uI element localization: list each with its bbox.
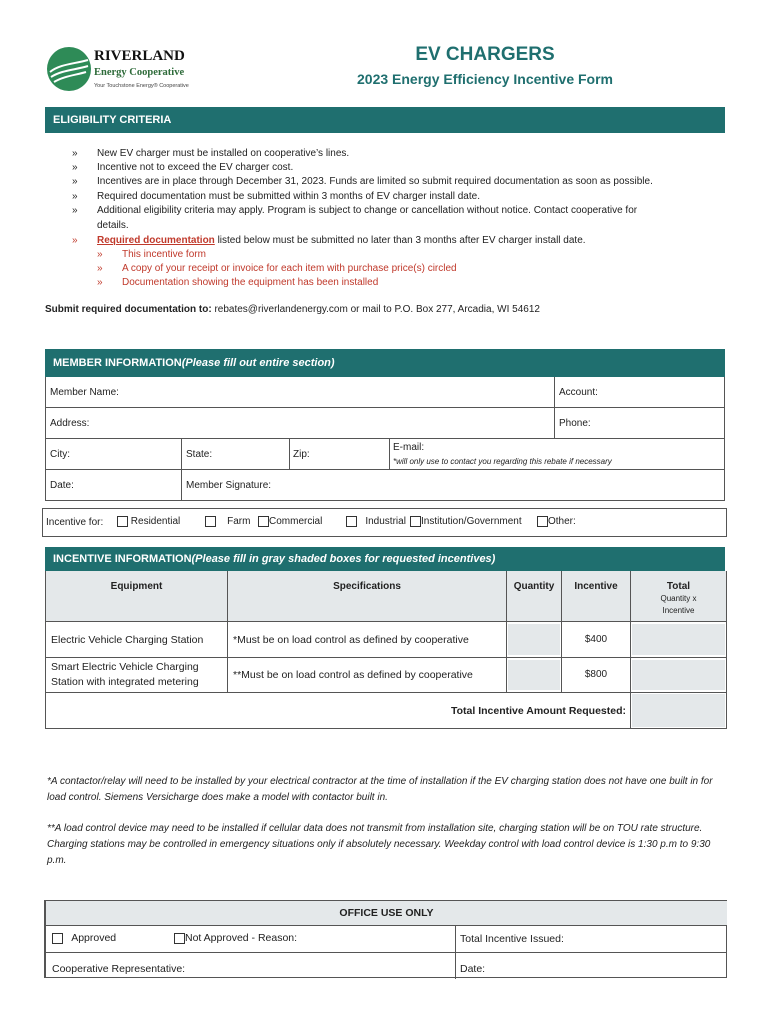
option-industrial[interactable]: Industrial bbox=[346, 516, 406, 527]
row2-equipment-cont: Station with integrated metering bbox=[51, 676, 199, 688]
row1-spec: *Must be on load control as defined by cooperative bbox=[233, 634, 469, 646]
col-quantity: Quantity bbox=[513, 581, 555, 592]
criteria-item-cont: details. bbox=[97, 220, 129, 231]
row1-quantity-input[interactable] bbox=[508, 624, 560, 655]
logo bbox=[46, 46, 189, 96]
not-approved-option[interactable]: Not Approved - Reason: bbox=[174, 932, 297, 944]
commercial-checkbox[interactable] bbox=[258, 516, 269, 527]
row2-equipment: Smart Electric Vehicle Charging bbox=[51, 661, 199, 673]
logo-name-1: RIVERLAND bbox=[94, 48, 185, 64]
col-total-sub1: Quantity x bbox=[660, 594, 697, 603]
member-header: MEMBER INFORMATION (Please fill out entire section) bbox=[45, 349, 725, 377]
page-title: EV CHARGERS bbox=[415, 44, 555, 65]
option-residential[interactable]: Residential bbox=[117, 516, 180, 527]
state-field[interactable]: State: bbox=[186, 449, 213, 460]
residential-checkbox[interactable] bbox=[117, 516, 128, 527]
total-label: Total Incentive Amount Requested: bbox=[450, 705, 626, 717]
account-field[interactable]: Account: bbox=[559, 387, 598, 398]
col-total: Total bbox=[666, 581, 691, 592]
criteria-item: » Incentives are in place through December 31, 2023. Funds are limited so submit required documentation as soon as possible. bbox=[72, 176, 653, 187]
option-institution[interactable]: Institution/Government bbox=[410, 516, 522, 527]
criteria-required: » Required documentation listed below must be submitted no later than 3 months after EV charger install date. bbox=[72, 235, 586, 246]
sub-item: » A copy of your receipt or invoice for each item with purchase price(s) circled bbox=[97, 263, 457, 274]
option-other[interactable]: Other: bbox=[537, 516, 576, 527]
row1-total-input[interactable] bbox=[632, 624, 725, 655]
eligibility-header: ELIGIBILITY CRITERIA bbox=[45, 107, 725, 133]
row1-incentive: $400 bbox=[584, 634, 608, 645]
col-incentive: Incentive bbox=[574, 581, 618, 592]
incentive-for-row bbox=[42, 508, 727, 537]
email-note: *will only use to contact you regarding this rebate if necessary bbox=[393, 457, 612, 466]
row2-spec: **Must be on load control as defined by cooperative bbox=[233, 669, 473, 681]
other-checkbox[interactable] bbox=[537, 516, 548, 527]
incentive-for-label: Incentive for: bbox=[46, 517, 104, 528]
criteria-item: » Incentive not to exceed the EV charger cost. bbox=[72, 162, 294, 173]
cooperative-rep-field[interactable]: Cooperative Representative: bbox=[52, 963, 186, 975]
row2-quantity-input[interactable] bbox=[508, 660, 560, 690]
industrial-checkbox[interactable] bbox=[346, 516, 357, 527]
office-date-field[interactable]: Date: bbox=[460, 963, 486, 975]
note-contactor: *A contactor/relay will need to be installed by your electrical contractor at the time of installation if the EV charging station does not have one built in for load control. Siemens Versicharge does make a model with contactor built in. bbox=[47, 776, 713, 803]
incentive-table bbox=[45, 571, 727, 729]
logo-mark bbox=[46, 46, 92, 92]
incentive-header: INCENTIVE INFORMATION (Please fill in gray shaded boxes for requested incentives) bbox=[45, 547, 725, 571]
grand-total-input[interactable] bbox=[632, 694, 725, 727]
office-use-box bbox=[44, 900, 727, 978]
logo-tagline: Your Touchstone Energy® Cooperative bbox=[94, 83, 189, 89]
submit-line: Submit required documentation to: rebates@riverlandenergy.com or mail to P.O. Box 277, Arcadia, WI 54612 bbox=[45, 304, 540, 315]
option-commercial[interactable]: Commercial bbox=[258, 516, 322, 527]
address-field[interactable]: Address: bbox=[50, 418, 90, 429]
total-issued-field[interactable]: Total Incentive Issued: bbox=[460, 933, 564, 945]
table-row bbox=[46, 622, 726, 657]
col-equipment: Equipment bbox=[110, 581, 163, 592]
approved-option[interactable]: Approved bbox=[52, 932, 116, 944]
criteria-item: » New EV charger must be installed on cooperative’s lines. bbox=[72, 148, 350, 159]
row2-incentive: $800 bbox=[584, 669, 608, 680]
note-load-control: **A load control device may need to be installed if cellular data does not transmit from installation site, charging station will be on TOU rate structure. Charging stations may be controlled in emergency situations only if absolutely necessary. Weekday control with load control device is 1:30 p.m to 9:30 p.m. bbox=[47, 823, 711, 866]
col-total-sub2: Incentive bbox=[662, 606, 695, 615]
approved-checkbox[interactable] bbox=[52, 933, 63, 944]
phone-field[interactable]: Phone: bbox=[559, 418, 591, 429]
sub-item: » Documentation showing the equipment has been installed bbox=[97, 277, 379, 288]
sub-item: » This incentive form bbox=[97, 249, 206, 260]
institution-checkbox[interactable] bbox=[410, 516, 421, 527]
city-field[interactable]: City: bbox=[50, 449, 70, 460]
logo-name-2: Energy Cooperative bbox=[94, 67, 185, 78]
email-field[interactable]: E-mail: bbox=[393, 442, 425, 453]
not-approved-checkbox[interactable] bbox=[174, 933, 185, 944]
option-farm[interactable]: Farm bbox=[205, 516, 250, 527]
criteria-item: » Additional eligibility criteria may apply. Program is subject to change or cancellation without notice. Contact cooperative for bbox=[72, 205, 638, 216]
zip-field[interactable]: Zip: bbox=[293, 449, 310, 460]
col-specifications: Specifications bbox=[333, 581, 401, 592]
office-header: OFFICE USE ONLY bbox=[339, 907, 434, 919]
signature-field[interactable]: Member Signature: bbox=[186, 480, 272, 491]
criteria-item: » Required documentation must be submitted within 3 months of EV charger install date. bbox=[72, 191, 480, 202]
page-subtitle: 2023 Energy Efficiency Incentive Form bbox=[357, 71, 613, 87]
date-field[interactable]: Date: bbox=[50, 480, 74, 491]
table-row bbox=[46, 658, 726, 692]
member-name-field[interactable]: Member Name: bbox=[50, 387, 119, 398]
required-documentation-link[interactable]: Required documentation bbox=[97, 235, 215, 246]
row2-total-input[interactable] bbox=[632, 660, 725, 690]
member-grid bbox=[45, 377, 725, 501]
farm-checkbox[interactable] bbox=[205, 516, 216, 527]
row1-equipment: Electric Vehicle Charging Station bbox=[51, 634, 204, 646]
